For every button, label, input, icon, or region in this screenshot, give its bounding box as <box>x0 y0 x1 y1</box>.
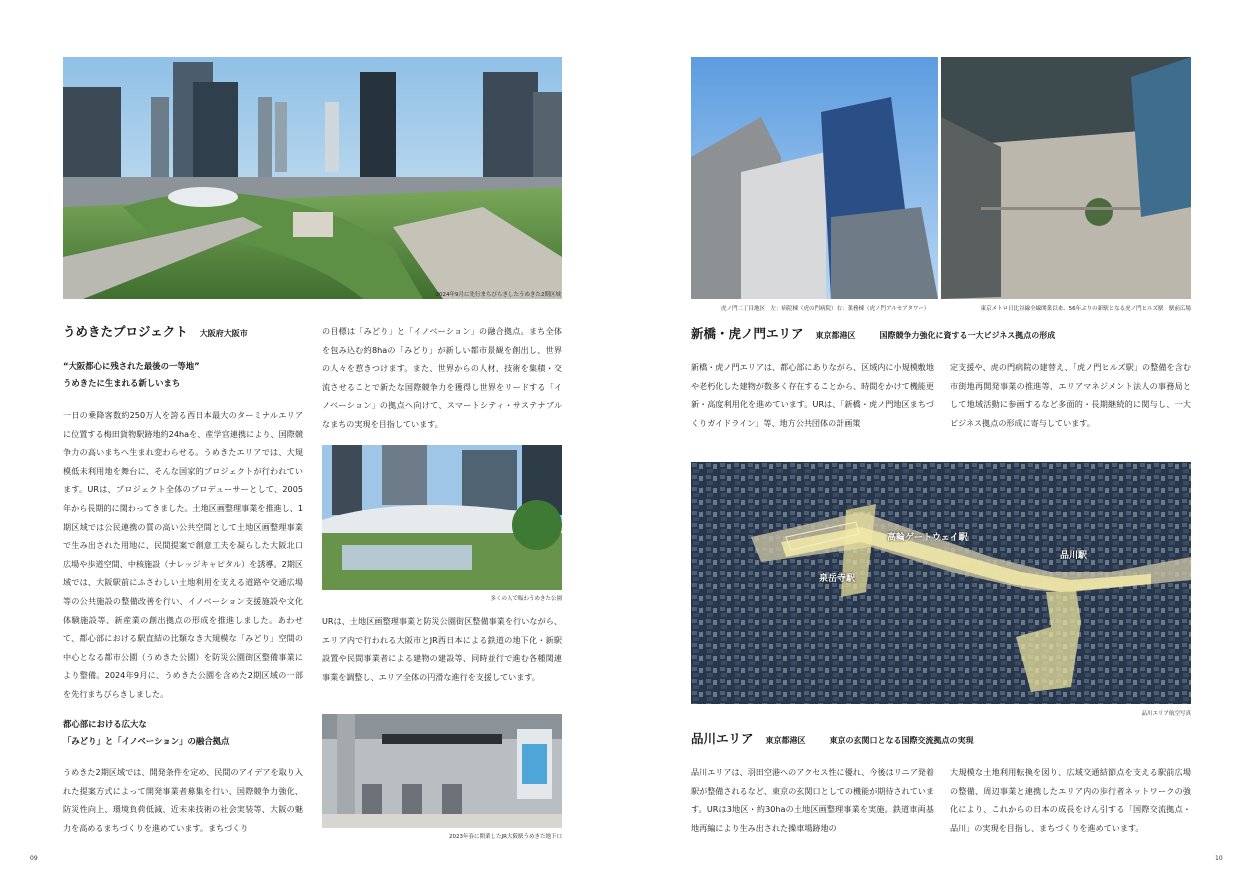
umekita-heading2-line2: 「みどり」と「イノベーション」の融合拠点 <box>63 736 230 746</box>
umekita-paragraph-2 <box>63 763 303 837</box>
umekita-location: 大阪府大阪市 <box>199 329 248 338</box>
umekita-para1-text: 一日の乗降客数約250万人を誇る西日本最大のターミナルエリアに位置する梅田貨物駅跡地約24haを、産学官連携により、国際競争力の高いまちへ生まれ変わらせる。うめきたエリアでは、大規模低未利用地を舞台に、そんな国家的プロジェクトが行われています。URは、プロジェクト全体のプロデューサーとして、2005年から長期的に関わってきました。土地区画整理事業を推進し、1期区域では公民連携の質の高い公共空間として土地区画整理事業で生み出された用地に、民間提案で創意工夫を凝らした大阪北口広場や歩道空間、中核施設（ナレッジキャピタル）を誘導。2期区域では、大阪駅前にふさわしい土地利用を支える道路や交通広場等の公共施設の整備改善を行い、イノベーション支援施設や文化体験施設等、新産業の創出拠点の形成を推進しました。あわせて、都心部における駅直結の比類なき大規模な「みどり」空間の中心となる都市公園（うめきた公園）を防災公園街区整備事業により整備。2024年9月に、うめきた公園を含めた2期区域の一部を先行まちびらきしました。 <box>63 410 303 699</box>
shinagawa-para2-text: 大規模な土地利用転換を図り、広域交通結節点を支える駅前広場の整備、周辺事業と連携したエリア内の歩行者ネットワークの強化により、これからの日本の成長をけん引する「国際交流拠点・品川」の実現を目指し、まちづくりを進めています。 <box>950 767 1191 833</box>
toranomon-para1-text: 新橋・虎ノ門エリアは、都心部にありながら、区域内に小規模敷地や老朽化した建物が数多く存在することから、時間をかけて機能更新・高度利用化を進めています。URは、「新橋・虎ノ門地区まちづくりガイドライン」等、地方公共団体の計画策 <box>691 362 934 428</box>
toranomon-station-caption: 東京メトロ日比谷線全線開業以来、56年ぶりの新駅となる虎ノ門ヒルズ駅 駅前広場 <box>980 306 1191 312</box>
page-number-left: 09 <box>30 855 38 862</box>
shinagawa-paragraph-1 <box>691 763 934 837</box>
umekita-aerial-caption: 2024年9月に先行まちびらきしたうめきた2期区域 <box>435 292 561 298</box>
toranomon-towers-caption: 虎ノ門二丁目地区 左：病院棟（虎の門病院）右：業務棟（虎ノ門アルセアタワー） <box>721 306 930 312</box>
umekita-aerial-photo <box>63 57 562 299</box>
umekita-heading2-line1: 都心部における広大な <box>63 719 147 729</box>
sengakuji-station-label: 泉岳寺駅 <box>819 574 856 584</box>
shinagawa-station-label: 品川駅 <box>1060 551 1088 561</box>
umekita-title: うめきたプロジェクト <box>63 324 188 339</box>
shinagawa-location: 東京都港区 <box>765 736 806 745</box>
umekita-paragraph-1 <box>63 406 303 704</box>
umekita-lead-2: うめきたに生まれる新しいまち <box>63 378 181 388</box>
toranomon-para2-text: 定支援や、虎の門病院の建替え、「虎ノ門ヒルズ駅」の整備を含む市街地再開発事業の推進等、エリアマネジメント法人の事務局として地域活動に参画するなど多面的・長期継続的に関与し、一大ビジネス拠点の形成に寄与しています。 <box>950 362 1191 428</box>
toranomon-hills-station-photo <box>941 57 1191 299</box>
umekita-park-caption: 多くの人で賑わうめきた公園 <box>490 596 562 602</box>
toranomon-paragraph-1 <box>691 358 934 432</box>
toranomon-tagline: 国際競争力強化に資する一大ビジネス拠点の形成 <box>879 331 1056 340</box>
shinagawa-tagline: 東京の玄関口となる国際交流拠点の実現 <box>829 736 974 745</box>
toranomon-paragraph-2 <box>950 358 1191 432</box>
toranomon-heading <box>691 326 1055 344</box>
page-number-right: 10 <box>1215 855 1223 862</box>
toranomon-location: 東京都港区 <box>815 331 856 340</box>
shinagawa-heading <box>691 731 974 749</box>
osaka-station-gates-photo <box>322 714 562 828</box>
umekita-col2-para1-text: の目標は「みどり」と「イノベーション」の融合拠点。まち全体を包み込む約8haの「みどり」が新しい都市景観を創出し、世界の人々を惹きつけます。また、世界からの人材、技術を集積・交流させることで新たな国際競争力を獲得し世界をリードする「イノベーション」の拠点へ向けて、スマートシティ・サステナブルなまちの実現を目指しています。 <box>322 326 562 429</box>
shinagawa-para1-text: 品川エリアは、羽田空港へのアクセス性に優れ、今後はリニア発着駅が整備されるなど、東京の玄関口としての機能が期待されています。URは3地区・約30haの土地区画整理事業を実施。鉄道車両基地再編により生み出された操車場跡地の <box>691 767 934 833</box>
umekita-col2-para2-text: URは、土地区画整理事業と防災公園街区整備事業を行いながら、エリア内で行われる大阪市とJR西日本による鉄道の地下化・新駅設置や民間事業者による建物の建設等、同時並行で進む各種関連事業を調整し、エリア全体の円滑な進行を支援しています。 <box>322 616 562 682</box>
takanawa-gateway-label: 高輪ゲートウェイ駅 <box>887 533 968 543</box>
osaka-station-caption: 2023年春に開業したJR大阪駅うめきた地下口 <box>449 834 562 840</box>
umekita-para2-text: うめきた2期区域では、開発条件を定め、民間のアイデアを取り入れた提案方式によって開発事業者募集を行い、国際競争力強化、防災性向上、環境負荷低減、近未来技術の社会実装等、大阪の魅力を高めるまちづくりを進めています。まちづくり <box>63 767 303 833</box>
shinagawa-aerial-caption: 品川エリア航空写真 <box>1141 711 1191 717</box>
umekita-col2-paragraph-2 <box>322 612 562 686</box>
toranomon-towers-photo <box>691 57 938 299</box>
shinagawa-title: 品川エリア <box>691 731 754 746</box>
umekita-park-photo <box>322 445 562 590</box>
toranomon-title: 新橋・虎ノ門エリア <box>691 326 804 341</box>
shinagawa-paragraph-2 <box>950 763 1191 837</box>
umekita-col2-paragraph-1 <box>322 322 562 434</box>
umekita-heading <box>63 324 248 342</box>
umekita-lead-1: “大阪都心に残された最後の一等地” <box>63 361 200 371</box>
shinagawa-aerial-photo <box>691 462 1191 704</box>
